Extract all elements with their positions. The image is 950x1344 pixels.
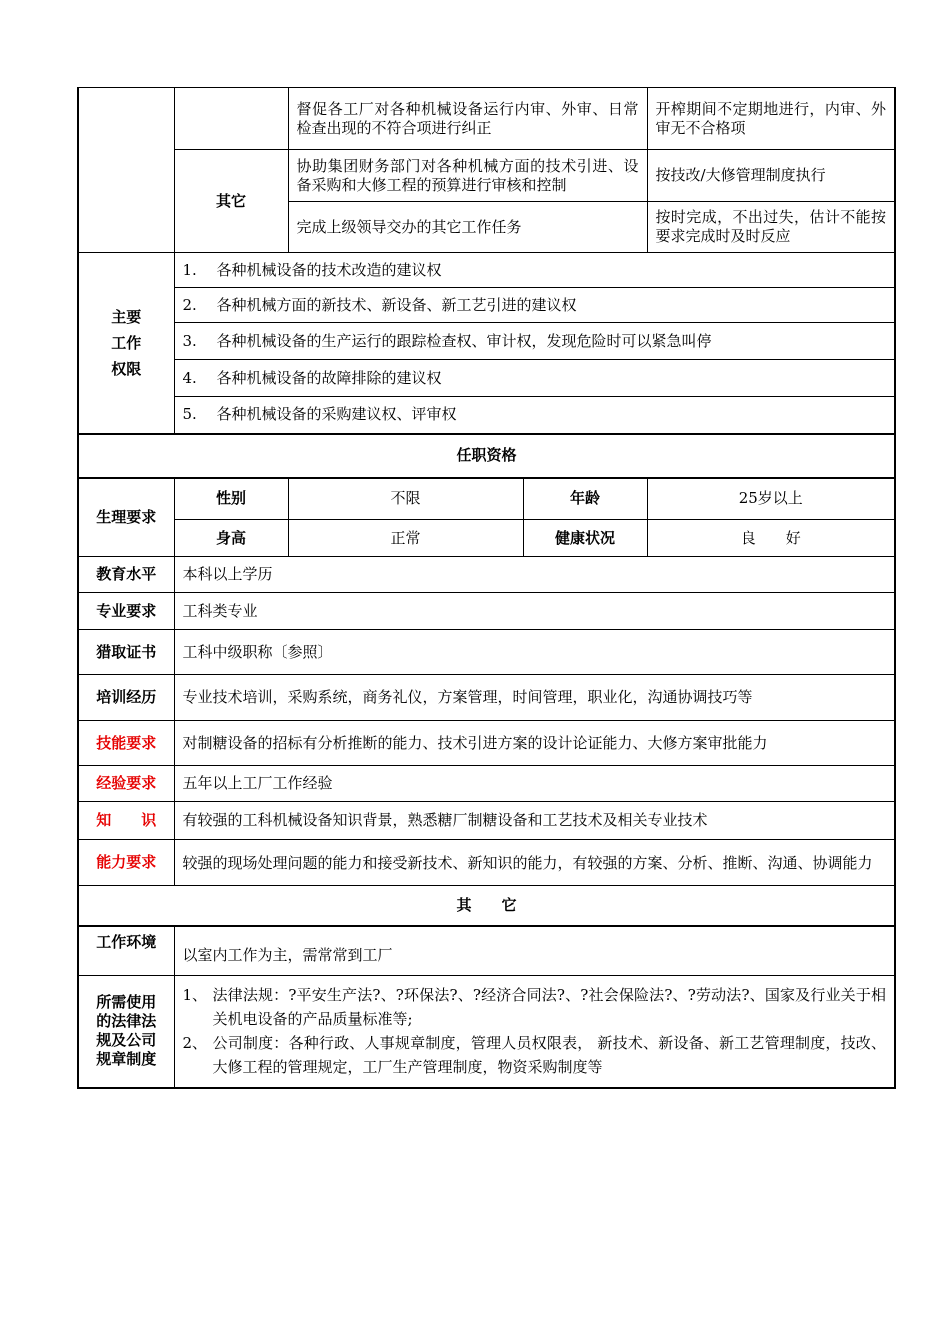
authority-item — [174, 323, 895, 360]
health-label: 健康状况 — [523, 520, 647, 557]
authority-item-text: 各种机械方面的新技术、新设备、新工艺引进的建议权 — [216, 295, 577, 314]
gender-label: 性别 — [174, 478, 288, 520]
authority-item-number: 1. — [182, 260, 197, 279]
age-value: 25岁以上 — [647, 478, 895, 520]
skill-value: 对制糖设备的招标有分析推断的能力、技术引进方案的设计论证能力、大修方案审批能力 — [174, 721, 895, 766]
authority-item — [174, 253, 895, 288]
duty-category-cell — [78, 88, 174, 253]
experience-value: 五年以上工厂工作经验 — [174, 766, 895, 802]
authority-item-number: 4. — [182, 368, 197, 387]
environment-row — [78, 926, 895, 976]
authority-item-number: 5. — [182, 405, 197, 424]
duty-standard: 按技改/大修管理制度执行 — [647, 150, 895, 202]
qualification-row — [78, 840, 895, 886]
law-item-text: 法律法规：?平安生产法?、?环保法?、?经济合同法?、?社会保险法?、?劳动法?、国家及行业关于相关机电设备的产品质量标准等; — [212, 986, 887, 1029]
law-item-text: 公司制度：各种行政、人事规章制度，管理人员权限表， 新技术、新设备、新工艺管理制度，技改、大修工程的管理规定，工厂生产管理制度，物资采购制度等 — [212, 1034, 887, 1077]
environment-label: 工作环境 — [78, 926, 174, 976]
ability-value: 较强的现场处理问题的能力和接受新技术、新知识的能力，有较强的方案、分析、推断、沟通、协调能力 — [174, 840, 895, 886]
duty-task: 协助集团财务部门对各种机械方面的技术引进、设备采购和大修工程的预算进行审核和控制 — [288, 150, 647, 202]
authority-item-text: 各种机械设备的生产运行的跟踪检查权、审计权，发现危险时可以紧急叫停 — [216, 331, 712, 350]
duty-task: 督促各工厂对各种机械设备运行内审、外审、日常检查出现的不符合项进行纠正 — [288, 88, 647, 150]
health-value: 良 好 — [647, 520, 895, 557]
training-value: 专业技术培训，采购系统，商务礼仪，方案管理，时间管理，职业化，沟通协调技巧等 — [174, 675, 895, 721]
duty-row — [78, 88, 895, 150]
qualification-row — [78, 675, 895, 721]
law-label: 所需使用的法律法规及公司规章制度 — [78, 976, 174, 1088]
authority-item — [174, 288, 895, 323]
authority-label-line: 主要 — [111, 307, 142, 326]
skill-label: 技能要求 — [78, 721, 174, 766]
duty-subcategory-cell — [174, 88, 288, 150]
authority-row — [78, 323, 895, 360]
qualification-row — [78, 766, 895, 802]
certificate-value: 工科中级职称〔参照〕 — [174, 630, 895, 675]
qualification-section-title: 任职资格 — [78, 434, 895, 478]
authority-label-line: 工作 — [111, 333, 142, 352]
physical-row — [78, 520, 895, 557]
others-section-title: 其 它 — [78, 886, 895, 926]
authority-item-text: 各种机械设备的技术改造的建议权 — [216, 260, 442, 279]
authority-item-text: 各种机械设备的故障排除的建议权 — [216, 368, 442, 387]
experience-label: 经验要求 — [78, 766, 174, 802]
duty-task: 完成上级领导交办的其它工作任务 — [288, 202, 647, 253]
law-item-number: 2、 — [182, 1034, 208, 1053]
authority-row — [78, 253, 895, 288]
authority-item-text: 各种机械设备的采购建议权、评审权 — [216, 405, 457, 424]
other-duties-label: 其它 — [174, 150, 288, 253]
training-label: 培训经历 — [78, 675, 174, 721]
education-value: 本科以上学历 — [174, 557, 895, 593]
physical-label: 生理要求 — [78, 478, 174, 557]
authority-label-line: 权限 — [111, 359, 142, 378]
certificate-label: 猎取证书 — [78, 630, 174, 675]
environment-value: 以室内工作为主，需常常到工厂 — [174, 926, 895, 976]
qualification-row — [78, 721, 895, 766]
law-item — [183, 983, 887, 1031]
major-label: 专业要求 — [78, 593, 174, 630]
physical-row — [78, 478, 895, 520]
knowledge-value: 有较强的工科机械设备知识背景，熟悉糖厂制糖设备和工艺技术及相关专业技术 — [174, 802, 895, 840]
law-content — [174, 976, 895, 1088]
authority-item — [174, 360, 895, 397]
duty-standard: 按时完成，不出过失，估计不能按要求完成时及时反应 — [647, 202, 895, 253]
qualification-row — [78, 630, 895, 675]
section-header-row — [78, 434, 895, 478]
authority-item-number: 2. — [182, 295, 197, 314]
authority-row — [78, 288, 895, 323]
duty-standard: 开榨期间不定期地进行，内审、外审无不合格项 — [647, 88, 895, 150]
education-label: 教育水平 — [78, 557, 174, 593]
qualification-row — [78, 802, 895, 840]
gender-value: 不限 — [288, 478, 523, 520]
law-row — [78, 976, 895, 1088]
authority-row — [78, 360, 895, 397]
authority-item-number: 3. — [182, 331, 197, 350]
qualification-row — [78, 557, 895, 593]
law-item — [183, 1031, 887, 1079]
job-description-table — [77, 87, 896, 1089]
duty-row — [78, 150, 895, 202]
ability-label: 能力要求 — [78, 840, 174, 886]
height-label: 身高 — [174, 520, 288, 557]
age-label: 年龄 — [523, 478, 647, 520]
authority-row — [78, 397, 895, 434]
authority-label — [78, 253, 174, 434]
qualification-row — [78, 593, 895, 630]
law-item-number: 1、 — [182, 986, 208, 1005]
section-header-row — [78, 886, 895, 926]
height-value: 正常 — [288, 520, 523, 557]
knowledge-label: 知 识 — [78, 802, 174, 840]
major-value: 工科类专业 — [174, 593, 895, 630]
authority-item — [174, 397, 895, 434]
